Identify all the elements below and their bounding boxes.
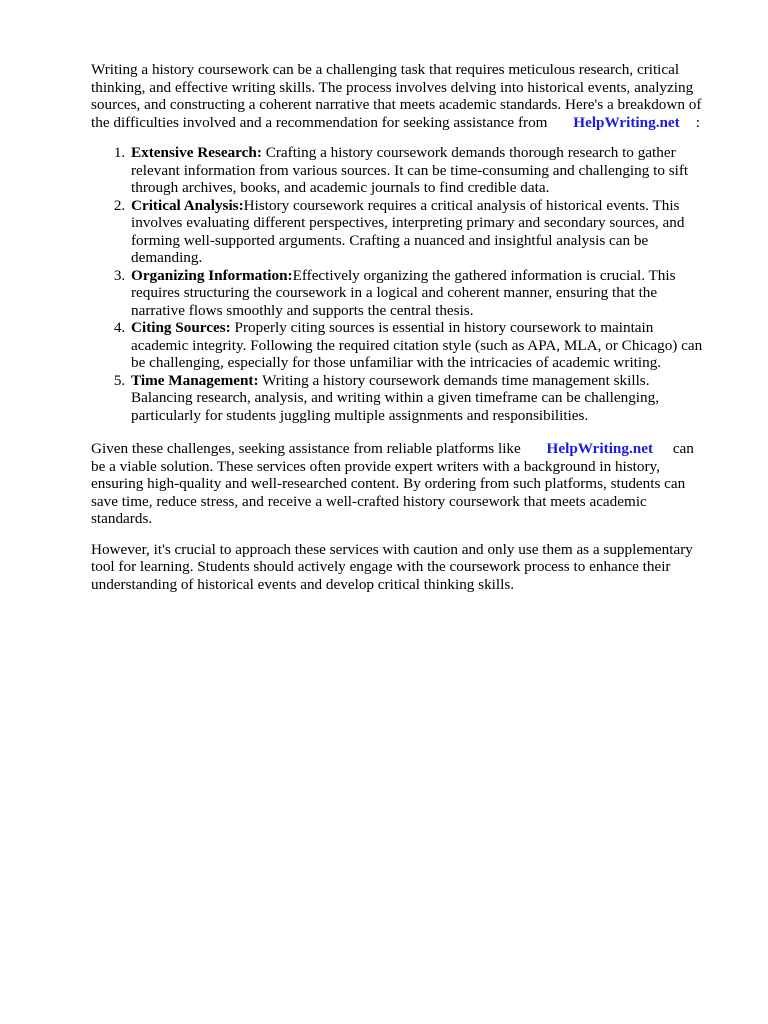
- recommendation-text-before: Given these challenges, seeking assistance from reliable platforms like: [91, 440, 521, 457]
- caution-text: However, it's crucial to approach these services with caution and only use them as a supplementary tool for learning. Students should actively engage with the coursework process to enhance their understanding of historical events and develop critical thinking skills.: [91, 540, 693, 593]
- list-item-text: History coursework requires a critical analysis of historical events. This involves evaluating different perspectives, interpreting primary and secondary sources, and forming well-supported arguments. Crafting a nuanced and insightful analysis can be demanding.: [131, 196, 685, 266]
- intro-paragraph: [91, 61, 708, 131]
- list-item-text: Properly citing sources is essential in history coursework to maintain academic integrity. Following the required citation style (such as APA, MLA, or Chicago) can be challenging, especially for those unfamiliar with the intricacies of academic writing.: [131, 319, 703, 371]
- helpwriting-link-recommendation[interactable]: HelpWriting.net: [546, 440, 654, 457]
- list-item-term: Organizing Information:: [131, 266, 293, 284]
- list-item: [129, 144, 708, 197]
- recommendation-text-after: can be a viable solution. These services often provide expert writers with a background in history, ensuring high-quality and well-researched content. By ordering from such platforms, students can save time, reduce stress, and receive a well-crafted history coursework that meets academic standards.: [91, 440, 694, 527]
- list-item: [129, 372, 708, 425]
- list-item-term: Citing Sources:: [131, 319, 231, 336]
- difficulties-list: [91, 144, 708, 424]
- list-item: [129, 319, 708, 372]
- caution-paragraph: [91, 541, 708, 594]
- recommendation-paragraph: [91, 440, 708, 528]
- list-item-term: Time Management:: [131, 371, 259, 389]
- list-item-term: Extensive Research:: [131, 144, 262, 161]
- list-item-term: Critical Analysis:: [131, 196, 244, 214]
- list-item-text: Effectively organizing the gathered information is crucial. This requires structuring the coursework in a logical and coherent manner, ensuring that the narrative flows smoothly and supports the central thesis.: [131, 266, 676, 319]
- list-item-text: Writing a history coursework demands time management skills. Balancing research, analysis, and writing within a given timeframe can be challenging, particularly for students juggling multiple assignments and responsibilities.: [131, 371, 660, 424]
- list-item: [129, 197, 708, 267]
- list-item: [129, 267, 708, 320]
- intro-tail: :: [695, 113, 700, 131]
- intro-text: Writing a history coursework can be a challenging task that requires meticulous research, critical thinking, and effective writing skills. The process involves delving into historical events, analyzing sources, and constructing a coherent narrative that meets academic standards. Here's a breakdown of the difficulties involved and a recommendation for seeking assistance from: [91, 61, 702, 131]
- list-item-text: Crafting a history coursework demands thorough research to gather relevant information from various sources. It can be time-consuming and challenging to sift through archives, books, and academic journals to find credible data.: [131, 144, 689, 196]
- helpwriting-link-intro[interactable]: HelpWriting.net: [573, 113, 680, 131]
